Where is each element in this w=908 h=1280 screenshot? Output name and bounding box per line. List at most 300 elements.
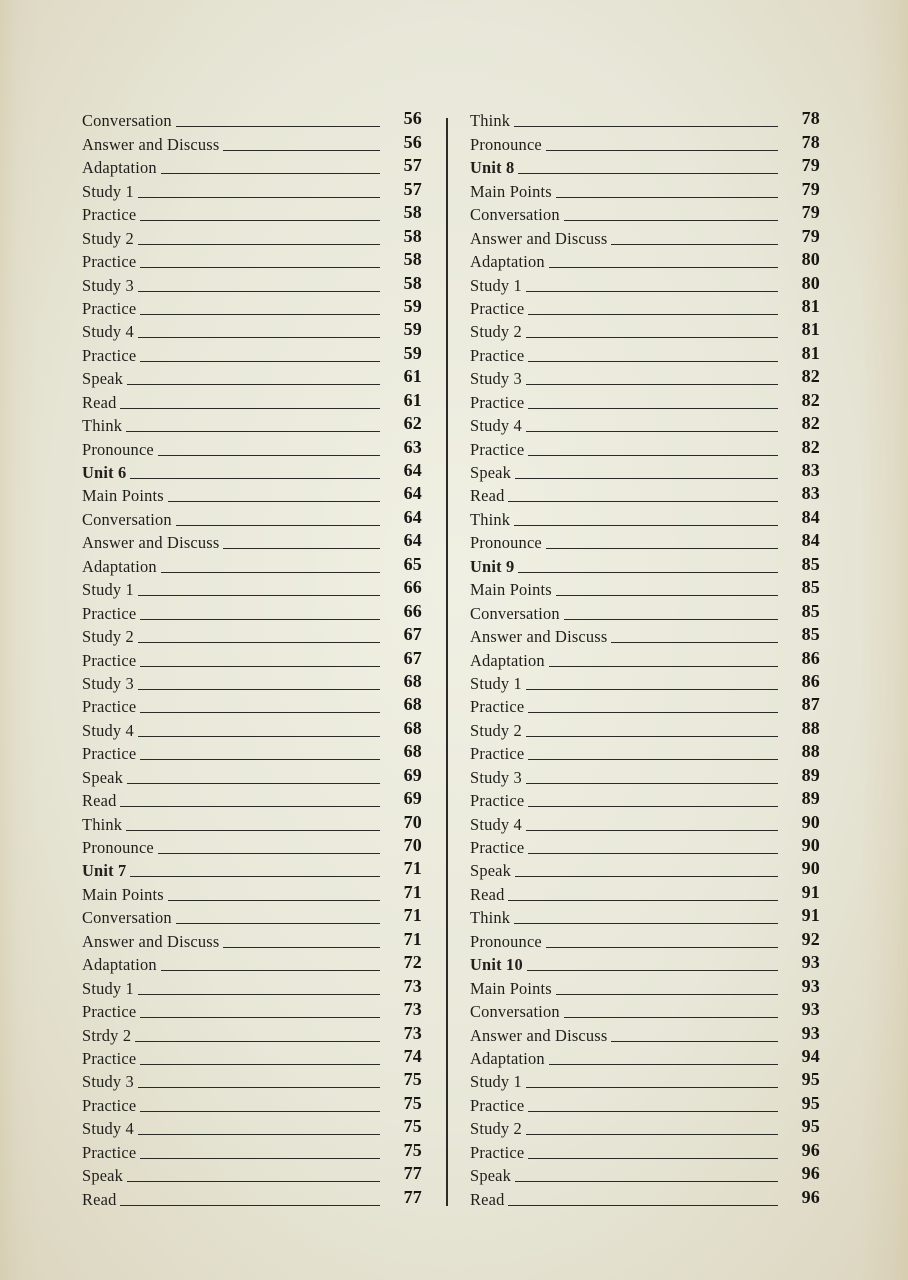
toc-leader-line xyxy=(515,478,778,479)
toc-entry xyxy=(470,296,820,319)
toc-entry-page-number: 70 xyxy=(403,835,422,855)
toc-entry xyxy=(470,600,820,623)
toc-entry-page-number: 64 xyxy=(403,530,422,551)
toc-leader-line xyxy=(161,572,380,573)
toc-leader-line xyxy=(514,525,778,526)
toc-leader-line xyxy=(135,1041,380,1042)
toc-entry-label: Practice xyxy=(470,838,525,857)
toc-entry-label: Practice xyxy=(82,744,137,764)
toc-entry-page-number: 93 xyxy=(801,1022,820,1043)
column-divider xyxy=(446,118,448,1206)
toc-entry-page-number: 58 xyxy=(403,202,422,223)
toc-entry xyxy=(470,178,820,201)
toc-entry-page-number: 63 xyxy=(403,436,422,457)
toc-entry xyxy=(82,506,422,529)
toc-leader-line xyxy=(514,126,778,127)
toc-entry-page-number: 93 xyxy=(801,952,820,973)
toc-entry-page-number: 72 xyxy=(403,952,422,973)
toc-entry-page-number: 90 xyxy=(801,811,820,832)
toc-leader-line xyxy=(526,1134,778,1135)
toc-leader-line xyxy=(528,314,778,315)
toc-entry-page-number: 92 xyxy=(801,928,820,949)
toc-entry-page-number: 71 xyxy=(403,881,422,902)
toc-entry xyxy=(470,1139,820,1162)
toc-entry-page-number: 93 xyxy=(801,999,820,1020)
toc-entry-label: Adaptation xyxy=(470,252,545,272)
toc-entry xyxy=(470,788,820,811)
toc-leader-line xyxy=(526,431,778,432)
toc-entry-page-number: 91 xyxy=(801,881,820,902)
toc-leader-line xyxy=(120,1205,380,1206)
toc-entry-page-number: 77 xyxy=(403,1186,422,1207)
toc-entry-label: Adaptation xyxy=(470,650,545,670)
toc-entry xyxy=(470,436,820,459)
toc-entry-page-number: 89 xyxy=(801,788,820,809)
toc-entry-label: Practice xyxy=(82,298,137,318)
toc-right-column xyxy=(470,108,820,1210)
toc-entry-page-number: 85 xyxy=(801,553,820,574)
toc-entry-label: Practice xyxy=(82,252,137,272)
toc-entry-page-number: 86 xyxy=(801,670,820,691)
toc-leader-line xyxy=(140,666,380,667)
toc-entry-label: Unit 8 xyxy=(470,158,515,178)
toc-entry xyxy=(82,319,422,342)
toc-entry-label: Study 4 xyxy=(82,1119,134,1139)
toc-leader-line xyxy=(564,1017,778,1018)
toc-entry-label: Study 2 xyxy=(82,228,134,248)
toc-entry-label: Practice xyxy=(82,1142,137,1162)
toc-entry-page-number: 75 xyxy=(403,1092,422,1113)
toc-entry-label: Conversation xyxy=(470,205,560,225)
toc-entry xyxy=(82,389,422,412)
toc-entry-label: Speak xyxy=(82,1166,124,1186)
toc-entry-page-number: 61 xyxy=(403,389,422,410)
toc-entry xyxy=(470,671,820,694)
toc-leader-line xyxy=(526,736,778,737)
toc-entry xyxy=(470,319,820,342)
toc-entry-page-number: 64 xyxy=(403,506,422,527)
toc-entry xyxy=(470,858,820,881)
toc-entry-page-number: 69 xyxy=(403,764,422,785)
toc-leader-line xyxy=(140,361,380,362)
toc-entry-page-number: 96 xyxy=(801,1139,820,1160)
toc-entry xyxy=(82,1046,422,1069)
toc-entry-label: Practice xyxy=(82,1002,137,1022)
toc-leader-line xyxy=(515,876,778,877)
toc-entry xyxy=(470,202,820,225)
toc-leader-line xyxy=(140,1017,380,1018)
toc-leader-line xyxy=(168,501,380,502)
toc-entry xyxy=(82,1139,422,1162)
toc-entry xyxy=(82,366,422,389)
toc-entry-page-number: 71 xyxy=(403,858,422,879)
toc-entry-page-number: 89 xyxy=(801,764,820,785)
toc-entry-label: Study 4 xyxy=(470,416,522,436)
toc-entry-label: Think xyxy=(470,509,511,529)
toc-entry xyxy=(82,835,422,858)
toc-entry-page-number: 59 xyxy=(403,295,422,316)
toc-leader-line xyxy=(526,337,778,338)
toc-entry xyxy=(82,553,422,576)
toc-entry xyxy=(82,1163,422,1186)
toc-entry xyxy=(82,975,422,998)
toc-leader-line xyxy=(564,619,778,620)
toc-entry-page-number: 82 xyxy=(801,366,820,387)
toc-entry-page-number: 95 xyxy=(801,1116,820,1137)
toc-entry-page-number: 90 xyxy=(801,835,820,855)
toc-entry-page-number: 65 xyxy=(403,553,422,574)
toc-entry-label: Unit 10 xyxy=(470,955,523,975)
toc-entry-page-number: 85 xyxy=(801,577,820,598)
toc-entry-label: Study 4 xyxy=(82,322,134,342)
toc-entry-label: Think xyxy=(470,111,511,131)
toc-entry xyxy=(470,741,820,764)
toc-entry xyxy=(82,999,422,1022)
toc-entry-page-number: 68 xyxy=(403,670,422,691)
toc-entry xyxy=(82,647,422,670)
toc-entry xyxy=(470,389,820,412)
toc-entry-page-number: 88 xyxy=(801,741,820,762)
toc-entry-label: Answer and Discuss xyxy=(470,228,608,248)
toc-leader-line xyxy=(138,1134,380,1135)
toc-leader-line xyxy=(527,970,778,971)
toc-entry xyxy=(82,342,422,365)
toc-entry xyxy=(470,881,820,904)
toc-entry-page-number: 95 xyxy=(801,1092,820,1113)
toc-entry xyxy=(82,1092,422,1115)
toc-entry-label: Practice xyxy=(82,205,137,225)
toc-entry xyxy=(82,811,422,834)
toc-leader-line xyxy=(508,501,778,502)
toc-entry-label: Read xyxy=(470,884,505,904)
toc-entry-page-number: 67 xyxy=(403,647,422,668)
toc-leader-line xyxy=(140,1064,380,1065)
toc-leader-line xyxy=(176,923,380,924)
toc-entry-label: Study 3 xyxy=(82,1072,134,1092)
toc-entry xyxy=(470,342,820,365)
toc-entry xyxy=(470,272,820,295)
toc-entry-label: Study 1 xyxy=(82,978,134,998)
toc-entry-page-number: 57 xyxy=(403,155,422,176)
toc-entry-label: Study 4 xyxy=(470,814,522,834)
toc-entry xyxy=(82,1022,422,1045)
toc-entry-page-number: 73 xyxy=(403,975,422,996)
toc-entry-label: Practice xyxy=(82,697,137,717)
toc-entry xyxy=(82,905,422,928)
toc-entry-label: Practice xyxy=(470,791,525,811)
toc-entry-label: Practice xyxy=(82,1095,137,1115)
toc-entry-label: Read xyxy=(82,791,117,811)
toc-entry-label: Answer and Discuss xyxy=(82,134,220,154)
toc-leader-line xyxy=(176,126,380,127)
toc-leader-line xyxy=(140,712,380,713)
toc-entry xyxy=(470,460,820,483)
toc-entry xyxy=(470,413,820,436)
toc-leader-line xyxy=(138,197,380,198)
toc-entry-page-number: 96 xyxy=(801,1163,820,1184)
toc-entry-label: Answer and Discuss xyxy=(470,1025,608,1045)
toc-entry-page-number: 82 xyxy=(801,436,820,457)
toc-entry-label: Unit 9 xyxy=(470,556,515,576)
toc-entry xyxy=(470,717,820,740)
toc-entry-label: Adaptation xyxy=(470,1048,545,1068)
toc-entry-page-number: 66 xyxy=(403,600,422,621)
toc-entry-label: Practice xyxy=(82,1048,137,1068)
toc-entry-page-number: 84 xyxy=(801,530,820,551)
toc-entry xyxy=(470,1022,820,1045)
toc-leader-line xyxy=(168,900,380,901)
toc-entry xyxy=(470,928,820,951)
toc-entry xyxy=(82,952,422,975)
toc-entry-page-number: 64 xyxy=(403,460,422,480)
toc-unit-heading xyxy=(82,858,422,881)
toc-entry-page-number: 80 xyxy=(801,249,820,270)
toc-entry xyxy=(82,272,422,295)
toc-entry-label: Practice xyxy=(82,603,137,623)
toc-entry-page-number: 96 xyxy=(801,1186,820,1207)
toc-entry-page-number: 68 xyxy=(403,741,422,762)
toc-leader-line xyxy=(526,1087,778,1088)
toc-entry-label: Read xyxy=(82,392,117,412)
toc-leader-line xyxy=(515,1181,778,1182)
toc-entry-page-number: 85 xyxy=(801,624,820,645)
toc-leader-line xyxy=(161,970,380,971)
toc-leader-line xyxy=(528,361,778,362)
toc-leader-line xyxy=(130,876,380,877)
toc-entry xyxy=(82,764,422,787)
toc-entry-label: Read xyxy=(470,486,505,506)
toc-entry-label: Practice xyxy=(470,439,525,459)
toc-leader-line xyxy=(564,220,778,221)
toc-entry xyxy=(82,741,422,764)
toc-leader-line xyxy=(140,267,380,268)
toc-entry-page-number: 81 xyxy=(801,319,820,340)
toc-leader-line xyxy=(549,1064,778,1065)
toc-entry-page-number: 81 xyxy=(801,295,820,316)
toc-entry-label: Unit 7 xyxy=(82,861,127,881)
toc-entry-label: Pronounce xyxy=(470,533,542,553)
toc-entry-label: Read xyxy=(82,1189,117,1209)
toc-entry-label: Speak xyxy=(82,767,124,787)
toc-leader-line xyxy=(528,853,778,854)
toc-leader-line xyxy=(528,1158,778,1159)
toc-unit-heading xyxy=(470,952,820,975)
toc-entry-page-number: 75 xyxy=(403,1139,422,1160)
toc-entry xyxy=(82,155,422,178)
toc-entry xyxy=(470,811,820,834)
toc-entry-label: Practice xyxy=(470,744,525,764)
toc-entry-page-number: 78 xyxy=(801,108,820,129)
toc-leader-line xyxy=(140,220,380,221)
toc-entry xyxy=(470,108,820,131)
toc-entry-label: Adaptation xyxy=(82,955,157,975)
toc-entry xyxy=(82,131,422,154)
toc-entry xyxy=(82,600,422,623)
toc-leader-line xyxy=(138,291,380,292)
toc-leader-line xyxy=(138,337,380,338)
toc-entry xyxy=(470,624,820,647)
toc-leader-line xyxy=(223,150,380,151)
toc-entry-page-number: 75 xyxy=(403,1116,422,1137)
toc-entry xyxy=(82,178,422,201)
toc-entry-page-number: 83 xyxy=(801,483,820,504)
toc-entry-label: Main Points xyxy=(82,486,164,506)
toc-entry-label: Adaptation xyxy=(82,556,157,576)
toc-entry-label: Practice xyxy=(82,650,137,670)
toc-entry xyxy=(470,1116,820,1139)
toc-entry-label: Study 2 xyxy=(470,1119,522,1139)
toc-entry xyxy=(470,1046,820,1069)
toc-entry-label: Speak xyxy=(82,369,124,389)
toc-entry-label: Pronounce xyxy=(82,838,154,857)
toc-leader-line xyxy=(556,994,778,995)
toc-entry xyxy=(470,1069,820,1092)
toc-entry-page-number: 82 xyxy=(801,413,820,434)
toc-entry-page-number: 79 xyxy=(801,155,820,176)
toc-leader-line xyxy=(528,806,778,807)
toc-entry-page-number: 82 xyxy=(801,389,820,410)
toc-leader-line xyxy=(528,408,778,409)
toc-leader-line xyxy=(528,455,778,456)
toc-entry-page-number: 90 xyxy=(801,858,820,879)
toc-entry-label: Study 3 xyxy=(470,369,522,389)
toc-entry-label: Study 1 xyxy=(82,580,134,600)
toc-entry-page-number: 56 xyxy=(403,131,422,152)
toc-leader-line xyxy=(528,712,778,713)
toc-entry xyxy=(470,694,820,717)
toc-entry-page-number: 94 xyxy=(801,1045,820,1066)
toc-entry-label: Practice xyxy=(470,1095,525,1115)
toc-entry xyxy=(470,1163,820,1186)
toc-entry-page-number: 71 xyxy=(403,928,422,949)
toc-entry-page-number: 56 xyxy=(403,108,422,129)
toc-leader-line xyxy=(514,923,778,924)
toc-unit-heading xyxy=(82,460,422,483)
toc-entry-label: Pronounce xyxy=(470,931,542,951)
toc-leader-line xyxy=(161,173,380,174)
toc-leader-line xyxy=(176,525,380,526)
toc-entry-page-number: 58 xyxy=(403,249,422,270)
toc-entry xyxy=(82,413,422,436)
toc-entry-label: Practice xyxy=(470,345,525,365)
toc-entry-label: Main Points xyxy=(82,884,164,904)
toc-entry xyxy=(82,788,422,811)
toc-entry-label: Main Points xyxy=(470,978,552,998)
toc-entry-label: Conversation xyxy=(82,908,172,928)
toc-leader-line xyxy=(223,548,380,549)
toc-entry-page-number: 68 xyxy=(403,694,422,715)
toc-entry-label: Study 1 xyxy=(470,1072,522,1092)
toc-entry xyxy=(82,436,422,459)
toc-leader-line xyxy=(546,947,778,948)
toc-entry-label: Study 1 xyxy=(470,673,522,693)
toc-entry xyxy=(470,506,820,529)
toc-entry-page-number: 78 xyxy=(801,131,820,152)
toc-entry-label: Pronounce xyxy=(82,439,154,459)
toc-leader-line xyxy=(508,1205,778,1206)
toc-leader-line xyxy=(526,384,778,385)
toc-entry-page-number: 59 xyxy=(403,319,422,340)
toc-leader-line xyxy=(120,806,380,807)
toc-entry-label: Practice xyxy=(470,697,525,717)
toc-leader-line xyxy=(518,173,778,174)
toc-leader-line xyxy=(526,830,778,831)
toc-entry xyxy=(82,577,422,600)
toc-entry-page-number: 68 xyxy=(403,717,422,738)
toc-entry-label: Read xyxy=(470,1189,505,1209)
toc-entry-label: Study 3 xyxy=(470,767,522,787)
toc-entry-label: Unit 6 xyxy=(82,463,127,482)
toc-leader-line xyxy=(549,666,778,667)
toc-entry-page-number: 61 xyxy=(403,366,422,387)
toc-entry-label: Think xyxy=(82,814,123,834)
toc-leader-line xyxy=(140,619,380,620)
toc-entry-page-number: 84 xyxy=(801,506,820,527)
toc-unit-heading xyxy=(470,553,820,576)
toc-entry-label: Conversation xyxy=(470,603,560,623)
toc-leader-line xyxy=(611,244,778,245)
toc-entry-page-number: 58 xyxy=(403,225,422,246)
toc-entry-page-number: 59 xyxy=(403,342,422,363)
toc-entry-page-number: 69 xyxy=(403,788,422,809)
toc-entry-label: Speak xyxy=(470,463,512,482)
toc-entry xyxy=(470,249,820,272)
toc-left-column xyxy=(82,108,422,1210)
toc-unit-heading xyxy=(470,155,820,178)
toc-entry-label: Study 2 xyxy=(470,322,522,342)
toc-entry xyxy=(470,975,820,998)
toc-entry-label: Practice xyxy=(470,1142,525,1162)
toc-leader-line xyxy=(138,595,380,596)
toc-entry-page-number: 75 xyxy=(403,1069,422,1090)
toc-entry xyxy=(470,530,820,553)
toc-entry-label: Answer and Discuss xyxy=(82,533,220,553)
toc-entry-label: Practice xyxy=(82,345,137,365)
toc-entry-label: Speak xyxy=(470,1166,512,1186)
toc-leader-line xyxy=(518,572,778,573)
toc-entry-label: Think xyxy=(82,416,123,436)
toc-entry-label: Practice xyxy=(470,392,525,412)
toc-leader-line xyxy=(526,783,778,784)
toc-entry-page-number: 95 xyxy=(801,1069,820,1090)
toc-leader-line xyxy=(556,595,778,596)
toc-entry-label: Study 1 xyxy=(82,181,134,201)
toc-entry-label: Study 1 xyxy=(470,275,522,295)
toc-leader-line xyxy=(126,431,380,432)
toc-entry xyxy=(470,1092,820,1115)
toc-entry-page-number: 73 xyxy=(403,999,422,1020)
toc-entry xyxy=(82,928,422,951)
toc-entry xyxy=(82,671,422,694)
toc-leader-line xyxy=(127,384,380,385)
toc-entry-label: Practice xyxy=(470,298,525,318)
toc-entry-page-number: 74 xyxy=(403,1045,422,1066)
toc-leader-line xyxy=(130,478,380,479)
toc-entry-page-number: 93 xyxy=(801,975,820,996)
toc-leader-line xyxy=(549,267,778,268)
toc-entry-label: Conversation xyxy=(82,111,172,131)
toc-entry xyxy=(470,999,820,1022)
toc-entry-label: Main Points xyxy=(470,181,552,201)
toc-leader-line xyxy=(508,900,778,901)
toc-entry xyxy=(82,694,422,717)
toc-entry-page-number: 79 xyxy=(801,202,820,223)
toc-leader-line xyxy=(138,689,380,690)
toc-leader-line xyxy=(126,830,380,831)
toc-leader-line xyxy=(611,642,778,643)
toc-entry xyxy=(470,647,820,670)
toc-entry xyxy=(470,835,820,858)
